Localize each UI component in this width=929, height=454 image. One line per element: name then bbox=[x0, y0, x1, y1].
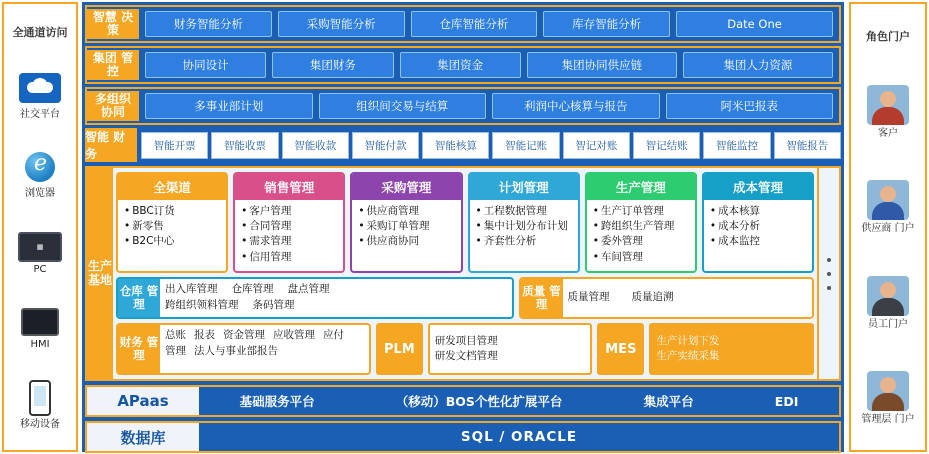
channel-item-pc[interactable] bbox=[18, 232, 62, 275]
band-items bbox=[139, 89, 839, 123]
band-item[interactable]: 利润中心核算与报告 bbox=[492, 93, 660, 119]
avatar-icon bbox=[867, 371, 909, 411]
finance-item: 法人与事业部报告 bbox=[194, 344, 278, 357]
module-card-row bbox=[116, 172, 814, 273]
plm-items bbox=[428, 323, 593, 375]
band-item[interactable]: 库存智能分析 bbox=[543, 11, 670, 37]
apaas-items bbox=[199, 392, 839, 410]
production-base-section bbox=[85, 166, 841, 381]
finance-item[interactable]: 智能付款 bbox=[352, 132, 419, 159]
channel-label: HMI bbox=[30, 339, 50, 351]
quality-item: 质量管理 bbox=[567, 291, 610, 303]
band-item[interactable]: 阿米巴报表 bbox=[666, 93, 834, 119]
finance-item: 总账 bbox=[165, 329, 186, 341]
warehouse-item: 条码管理 bbox=[252, 298, 295, 311]
mobile-icon bbox=[18, 383, 62, 413]
module-card-cost[interactable] bbox=[702, 172, 814, 273]
card-item: • B2C中心 bbox=[124, 234, 222, 249]
database-label: 数据库 bbox=[87, 423, 199, 451]
finance-item: 应付 bbox=[323, 329, 344, 341]
plm-item: 研发项目管理 bbox=[434, 334, 498, 347]
portal-item-customer[interactable] bbox=[867, 85, 909, 140]
group-body bbox=[563, 279, 812, 317]
group-label: 财务 管理 bbox=[118, 325, 160, 373]
module-card-purchase[interactable] bbox=[350, 172, 462, 273]
portal-item-supplier[interactable] bbox=[861, 180, 914, 235]
left-column-title: 全通道访问 bbox=[12, 26, 68, 40]
card-item: • 生产订单管理 bbox=[593, 204, 691, 219]
portal-item-employee[interactable] bbox=[867, 276, 909, 331]
band-multi-org bbox=[85, 87, 841, 125]
finance-item: 管理 bbox=[165, 344, 186, 357]
channel-item-browser[interactable] bbox=[18, 152, 62, 199]
finance-item[interactable]: 智能报告 bbox=[774, 132, 841, 159]
band-item[interactable]: Date One bbox=[676, 11, 833, 37]
dot-icon bbox=[827, 258, 831, 262]
band-item[interactable]: 仓库智能分析 bbox=[411, 11, 538, 37]
card-item: • 车间管理 bbox=[593, 250, 691, 265]
channel-label: 浏览器 bbox=[25, 188, 55, 200]
portal-label: 供应商 门户 bbox=[861, 223, 915, 235]
mes-items bbox=[649, 323, 814, 375]
card-item: • 成本监控 bbox=[710, 234, 808, 249]
card-item: • 成本核算 bbox=[710, 204, 808, 219]
card-title: 全渠道 bbox=[118, 174, 226, 200]
card-items bbox=[118, 200, 226, 252]
band-label: 多组织 协同 bbox=[87, 91, 139, 121]
apaas-item[interactable]: 基础服务平台 bbox=[239, 394, 315, 409]
card-item: • 供应商协同 bbox=[358, 234, 456, 249]
finance-item: 资金管理 bbox=[223, 329, 265, 341]
card-title: 计划管理 bbox=[470, 174, 578, 200]
card-items bbox=[704, 200, 812, 252]
module-card-omnichannel[interactable] bbox=[116, 172, 228, 273]
finance-item: 报表 bbox=[194, 329, 215, 341]
card-item: • 供应商管理 bbox=[358, 204, 456, 219]
quality-group[interactable] bbox=[519, 277, 814, 319]
finance-item[interactable]: 智能核算 bbox=[422, 132, 489, 159]
module-card-production[interactable] bbox=[585, 172, 697, 273]
channel-item-social[interactable] bbox=[18, 73, 62, 120]
plm-label[interactable]: PLM bbox=[376, 323, 423, 375]
card-item: • 齐套性分析 bbox=[476, 234, 574, 249]
band-smart-decision bbox=[85, 5, 841, 43]
avatar-icon bbox=[867, 180, 909, 220]
card-item: • 客户管理 bbox=[241, 204, 339, 219]
production-base-body bbox=[113, 168, 817, 379]
finance-item[interactable]: 智记结账 bbox=[633, 132, 700, 159]
channel-item-mobile[interactable] bbox=[18, 383, 62, 430]
channel-item-hmi[interactable] bbox=[18, 307, 62, 350]
left-channel-column bbox=[2, 2, 78, 452]
band-smart-finance bbox=[85, 128, 841, 162]
band-items bbox=[139, 48, 839, 82]
right-column-title: 角色门户 bbox=[866, 30, 910, 44]
warehouse-item: 出入库管理 bbox=[165, 283, 218, 295]
card-item: • 集中计划分布计划 bbox=[476, 219, 574, 234]
apaas-item[interactable]: （移动）BOS个性化扩展平台 bbox=[395, 394, 563, 409]
card-item: • 信用管理 bbox=[241, 250, 339, 265]
warehouse-item: 仓库管理 bbox=[231, 283, 274, 295]
finance-item[interactable]: 智能记账 bbox=[492, 132, 559, 159]
band-item[interactable]: 财务智能分析 bbox=[145, 11, 272, 37]
card-title: 生产管理 bbox=[587, 174, 695, 200]
dot-icon bbox=[827, 272, 831, 276]
cloud-icon bbox=[18, 73, 62, 103]
band-label: 集团 管控 bbox=[87, 50, 139, 80]
warehouse-group[interactable] bbox=[116, 277, 514, 319]
channel-label: 移动设备 bbox=[20, 418, 60, 430]
group-body bbox=[160, 279, 512, 317]
card-title: 成本管理 bbox=[704, 174, 812, 200]
portal-label: 员工门户 bbox=[868, 318, 908, 330]
card-title: 采购管理 bbox=[352, 174, 460, 200]
card-item: • 采购订单管理 bbox=[358, 219, 456, 234]
dot-icon bbox=[827, 286, 831, 290]
band-label: 智能 财务 bbox=[85, 128, 137, 162]
finance-item[interactable]: 智能收款 bbox=[282, 132, 349, 159]
finance-group[interactable] bbox=[116, 323, 371, 375]
card-item: • 合同管理 bbox=[241, 219, 339, 234]
card-item: • 成本分析 bbox=[710, 219, 808, 234]
group-body bbox=[160, 325, 369, 373]
band-label: 智慧 决策 bbox=[87, 9, 139, 39]
card-items bbox=[235, 200, 343, 267]
finance-item: 应收管理 bbox=[273, 329, 315, 341]
card-item: • 新零售 bbox=[124, 219, 222, 234]
pc-icon: ▦ bbox=[18, 232, 62, 262]
avatar-icon bbox=[867, 276, 909, 316]
portal-label: 客户 bbox=[878, 128, 898, 140]
finance-item[interactable]: 智能监控 bbox=[703, 132, 770, 159]
band-item[interactable]: 组织间交易与结算 bbox=[319, 93, 487, 119]
card-items bbox=[470, 200, 578, 252]
card-items bbox=[352, 200, 460, 252]
band-group-control bbox=[85, 46, 841, 84]
finance-plm-mes-row bbox=[116, 323, 814, 375]
card-items bbox=[587, 200, 695, 267]
band-item[interactable]: 集团财务 bbox=[272, 52, 393, 78]
channel-label: 社交平台 bbox=[20, 108, 60, 120]
band-items bbox=[137, 132, 841, 159]
warehouse-item: 跨组织领料管理 bbox=[165, 298, 239, 311]
warehouse-quality-row bbox=[116, 277, 814, 319]
mes-label[interactable]: MES bbox=[597, 323, 644, 375]
browser-icon bbox=[18, 152, 62, 182]
ellipsis-column bbox=[817, 168, 839, 379]
apaas-item[interactable]: 集成平台 bbox=[643, 394, 694, 409]
module-card-planning[interactable] bbox=[468, 172, 580, 273]
hmi-icon bbox=[18, 307, 62, 337]
finance-item[interactable]: 智能开票 bbox=[141, 132, 208, 159]
quality-item: 质量追溯 bbox=[631, 291, 674, 303]
finance-item[interactable]: 智能收票 bbox=[211, 132, 278, 159]
card-item: • 委外管理 bbox=[593, 234, 691, 249]
apaas-band bbox=[85, 385, 841, 417]
band-item[interactable]: 集团资金 bbox=[400, 52, 521, 78]
card-item: • 需求管理 bbox=[241, 234, 339, 249]
group-label: 仓库 管理 bbox=[118, 279, 160, 317]
warehouse-item: 盘点管理 bbox=[287, 283, 330, 295]
band-item[interactable]: 协同设计 bbox=[145, 52, 266, 78]
production-base-label: 生产 基地 bbox=[87, 168, 113, 379]
band-items bbox=[139, 7, 839, 41]
mes-item: 生产实绩采集 bbox=[656, 350, 720, 362]
channel-label: PC bbox=[33, 263, 47, 275]
card-item: • 工程数据管理 bbox=[476, 204, 574, 219]
portal-item-management[interactable] bbox=[861, 371, 914, 426]
mes-item: 生产计划下发 bbox=[656, 334, 720, 347]
plm-item: 研发文档管理 bbox=[434, 350, 498, 362]
band-item[interactable]: 集团协同供应链 bbox=[527, 52, 677, 78]
card-item: • 跨组织生产管理 bbox=[593, 219, 691, 234]
band-item[interactable]: 采购智能分析 bbox=[278, 11, 405, 37]
card-title: 销售管理 bbox=[235, 174, 343, 200]
portal-label: 管理层 门户 bbox=[861, 414, 915, 426]
module-card-sales[interactable] bbox=[233, 172, 345, 273]
group-label: 质量 管理 bbox=[521, 279, 563, 317]
database-value: SQL / ORACLE bbox=[460, 429, 578, 445]
right-portal-column bbox=[849, 2, 927, 452]
apaas-label: APaas bbox=[87, 387, 199, 415]
band-item[interactable]: 多事业部计划 bbox=[145, 93, 313, 119]
finance-item[interactable]: 智记对账 bbox=[563, 132, 630, 159]
apaas-item[interactable]: EDI bbox=[774, 393, 799, 409]
avatar-icon bbox=[867, 85, 909, 125]
band-item[interactable]: 集团人力资源 bbox=[683, 52, 833, 78]
main-panel bbox=[82, 2, 844, 452]
database-band bbox=[85, 421, 841, 453]
card-item: • BBC订货 bbox=[124, 204, 222, 219]
